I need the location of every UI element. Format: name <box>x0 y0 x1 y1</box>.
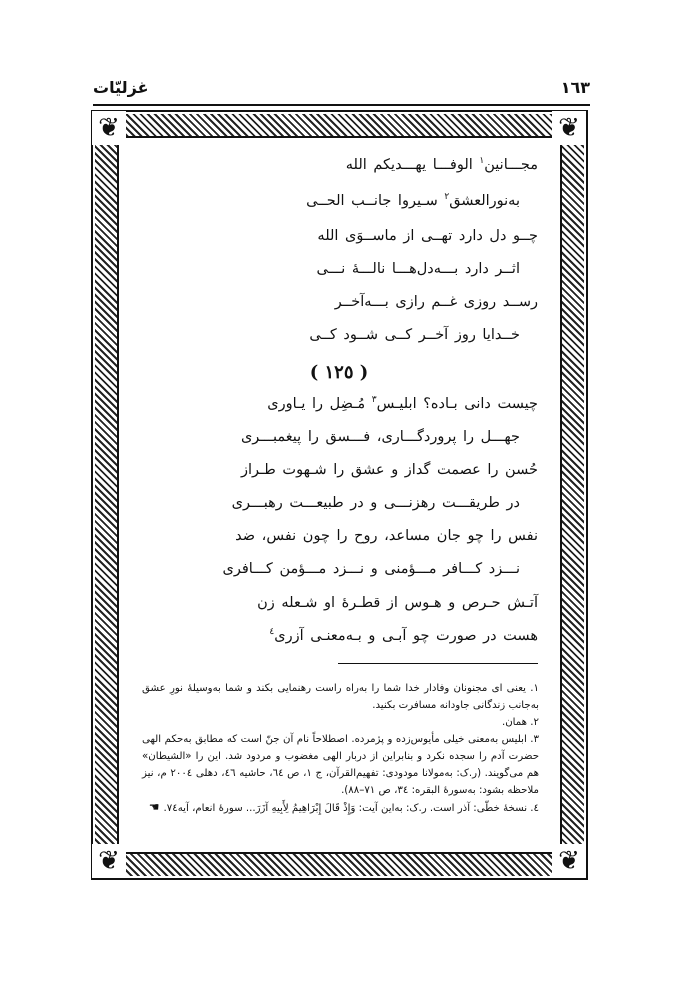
section-title: غزلیّات <box>93 78 149 97</box>
footnote: ٢. همان. <box>501 717 539 728</box>
footnote-separator <box>338 663 538 664</box>
verse-line: خــدایا روز آخــر کــی شــود کــی <box>309 327 520 343</box>
verse-line: نـــزد کـــافر مـــؤمنی و نـــزد مـــؤمن کـــافری <box>222 561 520 577</box>
verse-line: حُسن را عصمت گداز و عشق را شـهوت طـراز <box>241 462 538 478</box>
verse-line: چیست دانی بـاده؟ ابلیـس$^٣$ مُـضِل را یـاوری <box>267 395 538 412</box>
verse-line: آتـش حـرص و هـوس از قطـرۀ او شـعله زن <box>257 595 538 611</box>
verse-line: اثــر دارد بـــه‌دل‌هـــا نالـــۀ نـــی <box>316 261 520 277</box>
page-number: ١٦٣ <box>560 78 590 97</box>
corner-ornament-icon: ❦ <box>92 111 126 145</box>
footnote-ref[interactable]: ٣ <box>371 395 377 405</box>
verse-line: هست در صورت چو آبـی و بـه‌معنـی آزری$^٤$ <box>269 627 538 644</box>
poem-number: ( ١٢٥ ) <box>309 362 369 383</box>
verse-line: مجـــانین$^١$ الوفـــا یهـــدیکم الله <box>345 156 538 173</box>
corner-ornament-icon: ❦ <box>552 844 586 878</box>
footnote: ٣. ابلیس به‌معنی خیلی مأیوس‌زده و پژمرده. اصطلاحاً نام آن جنّ است که مطابق به‌حکم الهی حضرت آدم را سجده نکرد و بنابراین از دربار الهی مغضوب و مردود شد. این را «الشیطان» هم می‌گویند. (ر.ک: به‌مولانا مودودی: تفهیم‌القرآن، ج ١، ص ٦٤، حاشیه ٤٦، دهلی ٢٠٠٤ م، نیز ملاحظه بشود: به‌سورۀ البقره: ٣٤، ص ٧١–٨٨). <box>142 734 540 796</box>
footnote-ref[interactable]: ٢ <box>444 192 450 202</box>
footnotes <box>142 680 539 817</box>
verse-line: نفس را چو جان مساعد، روح را چون نفس، ضد <box>235 528 538 544</box>
verse-line: رســد روزی غــم رازی بـــه‌آخــر <box>334 294 538 310</box>
pointing-hand-icon: ☚ <box>148 800 160 814</box>
footnote-ref[interactable]: ٤ <box>269 627 275 637</box>
header-rule <box>93 104 590 106</box>
verse-line: در طریقـــت رهزنـــی و در طبیعـــت رهبـــری <box>231 495 520 511</box>
verse-line: به‌نورالعشق$^٢$ سـیروا جانــب الحــی <box>306 192 520 209</box>
footnote: ٤. نسخۀ خطّی: آذر است. ر.ک: به‌این آیت: وَإِذْ قَالَ إِبْرَاهِيمُ لِأَبِيهِ آزَرَ... سورۀ انعام، آیه٧٤.☚ <box>148 800 539 814</box>
corner-ornament-icon: ❦ <box>92 844 126 878</box>
footnote: ١. یعنی ای مجنونان وفادار خدا شما را به‌راه راست رهنمایی بکند و شما به‌وسیلۀ نورِ عشق به‌جانب زندگانی جاودانه مسافرت بکنید. <box>142 683 539 711</box>
verse-line: چــو دل دارد تهــی از ماســوَی الله <box>317 228 538 244</box>
corner-ornament-icon: ❦ <box>552 111 586 145</box>
running-header <box>93 78 590 102</box>
footnote-ref[interactable]: ١ <box>479 156 485 166</box>
verse-line: جهـــل را پروردگـــاری، فـــسق را پیغمبـــری <box>240 429 520 445</box>
